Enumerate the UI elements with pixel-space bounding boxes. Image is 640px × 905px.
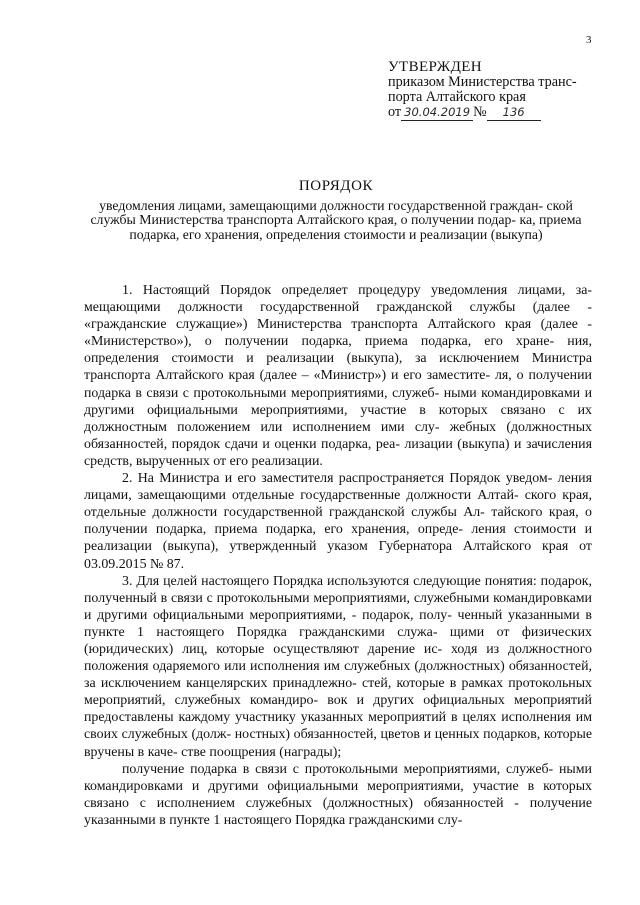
handwritten-number: 136 (502, 105, 525, 119)
approval-from-label: от (388, 104, 402, 120)
page-number: 3 (586, 34, 592, 46)
approval-line-1: приказом Министерства транс- (388, 74, 577, 90)
approval-line-2: порта Алтайского края (388, 89, 526, 105)
handwritten-date: 30.04.2019 (404, 105, 471, 119)
paragraph-2: 2. На Министра и его заместителя распространяется Порядок уведом- ления лицами, замещающими отдельные государственные должности Алтай- ского края, отдельные должности государственной гражданской службы Ал- тайского края, о получении подарка, приема подарка, его хранения, опреде- ления стоимости и реализации (выкупа), утвержденный указом Губернатора Алтайского края от 03.09.2015 № 87. (84, 471, 592, 572)
document-body (84, 282, 592, 829)
document-title: ПОРЯДОК (298, 178, 374, 194)
approval-date-row (388, 105, 598, 122)
document-title-block (80, 178, 592, 242)
paragraph-3: 3. Для целей настоящего Порядка используются следующие понятия: подарок, полученный в связи с протокольными мероприятиями, служебными командировками и другими официальными мероприятиями, - подарок, полу- ченный указанными в пункте 1 настоящего Порядка гражданскими служа- щими от физических (юридических) лиц, которые осуществляют дарение ис- ходя из должностного положения одаряемого или исполнения им служебных (должностных) обязанностей, за исключением канцелярских принадлежно- стей, которые в рамках протокольных мероприятий, служебных командиро- вок и других официальных мероприятий предоставлены каждому участнику указанных мероприятий в целях исполнения им своих служебных (долж- ностных) обязанностей, цветов и ценных подарков, которые вручены в каче- стве поощрения (награды); (84, 573, 592, 760)
approval-stamp (388, 60, 598, 122)
approval-number-label: № (473, 104, 487, 120)
paragraph-1: 1. Настоящий Порядок определяет процедуру уведомления лицами, за- мещающими должности государственной гражданской службы (далее - «гражданские служащие») Министерства транспорта Алтайского края (далее - «Министерство»), о получении подарка, приема подарка, его хране- ния, определения стоимости и реализации (выкупа), за исключением Министра транспорта Алтайского края (далее – «Министр») и его заместите- ля, о получении подарка в связи с протокольными мероприятиями, служеб- ными командировками и другими официальными мероприятиями, участие в которых связано с их должностным положением или исполнением ими слу- жебных (должностных обязанностей, порядок сдачи и оценки подарка, реа- лизации (выкупа) и зачисления средств, вырученных от его реализации. (84, 283, 592, 469)
approval-heading: УТВЕРЖДЕН (388, 59, 483, 75)
paragraph-4: получение подарка в связи с протокольными мероприятиями, служеб- ными командировками и другими официальными мероприятиями, участие в которых связано с исполнением служебных (должностных) обязанностей - получение указанными в пункте 1 настоящего Порядка гражданскими слу- (84, 761, 592, 828)
document-subtitle: уведомления лицами, замещающими должности государственной граждан- ской службы Министерства транспорта Алтайского края, о получении подар- ка, приема подарка, его хранения, определения стоимости и реализации (выкупа) (90, 198, 582, 242)
